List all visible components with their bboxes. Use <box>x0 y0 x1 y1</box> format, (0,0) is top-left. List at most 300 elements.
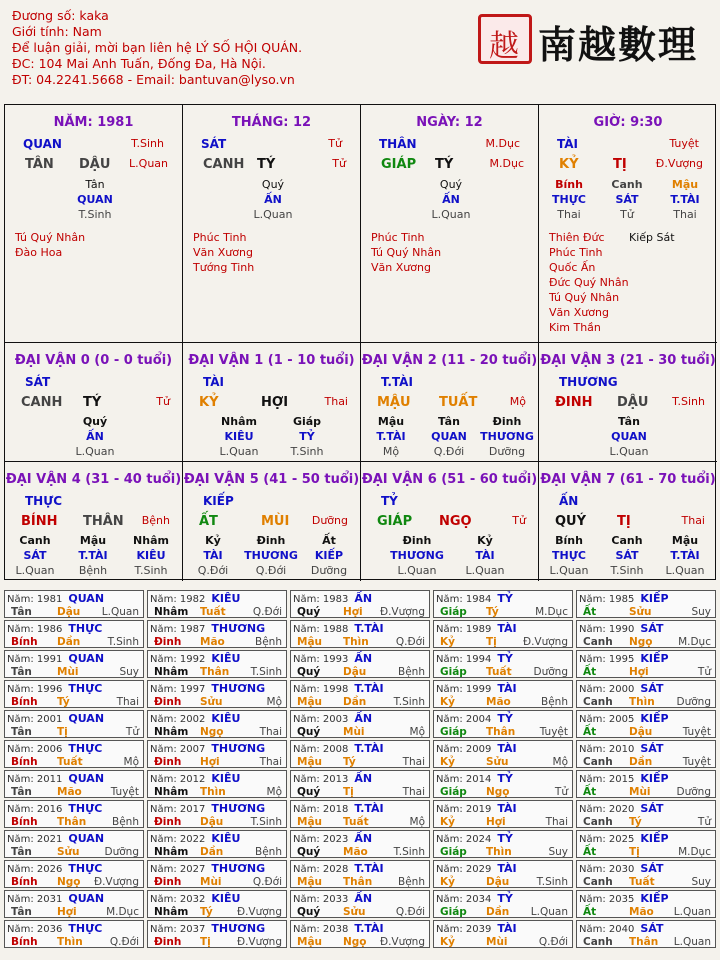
year-line <box>293 802 384 815</box>
year-cell <box>147 710 287 738</box>
pillar-title: NGÀY: 12 <box>416 115 483 130</box>
year-branch: Ngọ <box>486 786 510 798</box>
year-row <box>4 890 716 920</box>
year-god: KIÊU <box>211 832 241 845</box>
hidden-status: Dưỡng <box>488 445 526 458</box>
year-god: THỰC <box>68 682 103 695</box>
year-god: TỶ <box>497 712 513 725</box>
pillar-god-right: Tử <box>328 137 342 150</box>
gioi-tinh: Giới tính: Nam <box>12 24 102 39</box>
year-branch: Ngọ <box>200 726 224 738</box>
year-god: TÀI <box>497 922 517 935</box>
year-line <box>293 742 384 755</box>
year-cell <box>4 800 144 828</box>
hidden-status: L.Quan <box>75 445 115 458</box>
year-label: Năm: 2010 <box>579 744 635 755</box>
year-cell <box>4 830 144 858</box>
year-cell <box>576 860 716 888</box>
year-god: TÀI <box>497 622 517 635</box>
year-label: Năm: 2036 <box>7 924 63 935</box>
year-god: TÀI <box>497 682 517 695</box>
year-line <box>579 712 669 725</box>
hidden-stem: Nhâm <box>133 534 169 547</box>
year-label: Năm: 2028 <box>293 864 349 875</box>
year-stem: Canh <box>583 756 613 768</box>
year-stem: Bính <box>11 816 38 828</box>
hidden-god: QUAN <box>77 193 113 206</box>
year-label: Năm: 2007 <box>150 744 206 755</box>
hidden-stem: Đinh <box>402 534 432 547</box>
year-line <box>150 832 240 845</box>
year-line <box>436 832 513 845</box>
hidden-stem: Ất <box>322 534 336 547</box>
hidden-status: Q.Đới <box>433 445 465 458</box>
dai-van-status: Bệnh <box>141 514 170 527</box>
year-branch: Mão <box>486 696 511 708</box>
year-line <box>150 892 240 905</box>
year-cell <box>4 920 144 948</box>
year-stem: Giáp <box>440 726 467 738</box>
year-status: Thai <box>402 786 425 798</box>
year-line <box>7 622 102 635</box>
year-cell <box>4 620 144 648</box>
hidden-god: TỶ <box>299 430 315 443</box>
year-line <box>7 592 104 605</box>
year-god: THỰC <box>68 862 103 875</box>
year-status: Bệnh <box>255 636 282 648</box>
year-cell <box>147 830 287 858</box>
year-branch: Thìn <box>629 696 655 708</box>
year-cell <box>147 590 287 618</box>
year-status: Suy <box>119 666 139 678</box>
year-god: KIẾP <box>640 832 669 845</box>
year-line <box>150 592 240 605</box>
year-label: Năm: 2004 <box>436 714 492 725</box>
pillar-god-left: THÂN <box>379 137 417 151</box>
year-stem: Giáp <box>440 786 467 798</box>
dai-van-branch: NGỌ <box>439 514 472 529</box>
hidden-status: L.Quan <box>397 564 437 577</box>
star-item: Phúc Tinh <box>193 231 247 244</box>
year-branch: Dần <box>57 636 81 648</box>
year-label: Năm: 2013 <box>293 774 349 785</box>
year-label: Năm: 1990 <box>579 624 635 635</box>
year-label: Năm: 1992 <box>150 654 206 665</box>
year-branch: Tý <box>200 906 213 918</box>
year-god: ẤN <box>354 832 373 845</box>
year-status: Bệnh <box>255 846 282 858</box>
year-stem: Giáp <box>440 846 467 858</box>
year-stem: Nhâm <box>154 606 189 618</box>
year-line <box>7 862 102 875</box>
star-item: Phúc Tinh <box>371 231 425 244</box>
year-line <box>436 862 517 875</box>
year-label: Năm: 1988 <box>293 624 349 635</box>
dai-van-title: ĐẠI VẬN 7 (61 - 70 tuổi) <box>540 472 716 487</box>
year-cell <box>147 650 287 678</box>
year-cell <box>433 650 573 678</box>
year-god: ẤN <box>354 892 373 905</box>
year-stem: Giáp <box>440 906 467 918</box>
year-god: TỶ <box>497 772 513 785</box>
dai-van-status: Tử <box>512 514 526 527</box>
year-line <box>293 592 372 605</box>
year-branch: Hợi <box>486 816 506 828</box>
dai-van-cell <box>539 462 717 581</box>
year-branch: Tuất <box>200 606 226 618</box>
year-god: THỰC <box>68 742 103 755</box>
year-cell <box>290 920 430 948</box>
year-status: Đ.Vượng <box>236 936 282 948</box>
year-label: Năm: 2008 <box>293 744 349 755</box>
year-cell <box>147 620 287 648</box>
year-status: Đ.Vượng <box>379 936 425 948</box>
hidden-god: ẤN <box>86 430 104 443</box>
year-cell <box>4 860 144 888</box>
pillar-god-right: Tuyệt <box>669 137 699 150</box>
year-line <box>7 682 102 695</box>
star-item: Đức Quý Nhân <box>549 276 629 289</box>
year-god: KIÊU <box>211 592 241 605</box>
hidden-god: T.TÀI <box>78 549 108 562</box>
dai-van-branch: TÝ <box>83 395 102 410</box>
dai-van-branch: DẬU <box>617 395 649 410</box>
year-cell <box>433 800 573 828</box>
year-god: KIẾP <box>640 772 669 785</box>
year-line <box>293 892 372 905</box>
pillar-god-left: TÀI <box>557 137 579 151</box>
hidden-god: TÀI <box>475 549 495 562</box>
year-branch: Thìn <box>343 636 369 648</box>
hidden-stem: Canh <box>611 534 643 547</box>
year-label: Năm: 2039 <box>436 924 492 935</box>
year-label: Năm: 2020 <box>579 804 635 815</box>
hidden-status: T.Sinh <box>290 445 324 458</box>
pillar-title: THÁNG: 12 <box>231 115 312 130</box>
hidden-stem: Giáp <box>292 415 322 428</box>
year-stem: Quý <box>297 606 321 618</box>
year-god: KIẾP <box>640 592 669 605</box>
year-status: Mộ <box>552 756 568 768</box>
year-row <box>4 830 716 860</box>
dai-van-cell <box>539 343 717 462</box>
year-stem: Quý <box>297 666 321 678</box>
dai-van-cell <box>5 462 183 581</box>
year-label: Năm: 1998 <box>293 684 349 695</box>
year-god: ẤN <box>354 652 373 665</box>
year-branch: Mão <box>200 636 225 648</box>
year-line <box>436 802 517 815</box>
year-god: KIÊU <box>211 712 241 725</box>
year-label: Năm: 1987 <box>150 624 206 635</box>
hidden-stem: Nhâm <box>221 415 257 428</box>
year-status: Tuyệt <box>539 726 568 738</box>
year-label: Năm: 2032 <box>150 894 206 905</box>
year-branch: Hợi <box>57 906 77 918</box>
hidden-status: L.Quan <box>465 564 505 577</box>
year-row <box>4 650 716 680</box>
year-cell <box>433 920 573 948</box>
year-god: TÀI <box>497 862 517 875</box>
hidden-status: L.Quan <box>431 208 471 221</box>
hidden-stem: Quý <box>439 178 463 191</box>
year-branch: Tý <box>57 696 70 708</box>
year-line <box>579 682 663 695</box>
year-god: TỶ <box>497 832 513 845</box>
year-label: Năm: 1989 <box>436 624 492 635</box>
year-line <box>7 652 104 665</box>
year-branch: Dậu <box>200 816 224 828</box>
year-line <box>293 652 372 665</box>
year-branch: Mùi <box>57 666 79 678</box>
year-cell <box>576 740 716 768</box>
year-cell <box>4 710 144 738</box>
year-cell <box>433 890 573 918</box>
year-status: L.Quan <box>101 606 139 618</box>
year-god: THƯƠNG <box>211 802 266 815</box>
year-line <box>293 832 372 845</box>
dai-van-status: Mộ <box>509 395 526 408</box>
year-line <box>436 742 517 755</box>
year-status: Tử <box>554 786 568 798</box>
year-label: Năm: 2034 <box>436 894 492 905</box>
dai-van-god: THƯƠNG <box>559 375 618 389</box>
dai-van-stem: MẬU <box>377 395 411 410</box>
pillar-stem: GIÁP <box>381 157 417 172</box>
year-stem: Nhâm <box>154 906 189 918</box>
year-cell <box>433 830 573 858</box>
pillar-god-left: QUAN <box>23 137 62 151</box>
year-status: M.Dục <box>678 846 711 858</box>
year-branch: Hợi <box>200 756 220 768</box>
year-status: Đ.Vượng <box>236 906 282 918</box>
year-stem: Kỷ <box>440 756 455 768</box>
year-god: QUAN <box>68 832 105 845</box>
hidden-god: T.TÀI <box>670 193 700 206</box>
year-list <box>4 590 716 952</box>
year-stem: Bính <box>11 876 38 888</box>
year-label: Năm: 2027 <box>150 864 206 875</box>
year-stem: Canh <box>583 816 613 828</box>
year-stem: Đinh <box>154 936 182 948</box>
year-label: Năm: 1994 <box>436 654 492 665</box>
year-stem: Nhâm <box>154 726 189 738</box>
year-stem: Đinh <box>154 876 182 888</box>
year-status: M.Dục <box>678 636 711 648</box>
year-branch: Mùi <box>343 726 365 738</box>
year-branch: Ngọ <box>629 636 653 648</box>
year-branch: Thìn <box>200 786 226 798</box>
year-line <box>579 922 663 935</box>
year-cell <box>290 830 430 858</box>
year-branch: Tý <box>486 606 499 618</box>
year-stem: Quý <box>297 786 321 798</box>
year-branch: Dần <box>200 846 224 858</box>
contact-text: ĐT: 04.2241.5668 - Email: bantuvan@lyso.vn <box>12 72 295 87</box>
year-line <box>7 892 104 905</box>
year-line <box>150 682 265 695</box>
year-stem: Đinh <box>154 696 182 708</box>
year-stem: Ất <box>583 846 597 858</box>
year-label: Năm: 2015 <box>579 774 635 785</box>
year-branch: Dần <box>486 906 510 918</box>
year-cell <box>147 680 287 708</box>
year-cell <box>4 650 144 678</box>
year-line <box>436 772 513 785</box>
dai-van-status: T.Sinh <box>672 395 705 408</box>
year-status: Bệnh <box>541 696 568 708</box>
year-label: Năm: 2012 <box>150 774 206 785</box>
year-status: Đ.Vượng <box>379 606 425 618</box>
year-status: Q.Đới <box>252 876 282 888</box>
year-line <box>150 922 265 935</box>
pillar-stem: CANH <box>203 157 245 172</box>
year-label: Năm: 2037 <box>150 924 206 935</box>
year-status: Suy <box>548 846 568 858</box>
year-status: Tử <box>697 816 711 828</box>
year-line <box>579 892 669 905</box>
year-god: QUAN <box>68 652 105 665</box>
year-status: Q.Đới <box>252 606 282 618</box>
year-status: Đ.Vượng <box>93 876 139 888</box>
year-line <box>293 712 372 725</box>
year-status: Thai <box>116 696 139 708</box>
dai-van-title: ĐẠI VẬN 5 (41 - 50 tuổi) <box>183 472 360 487</box>
dai-van-god: TỶ <box>381 494 398 508</box>
year-branch: Tý <box>629 816 642 828</box>
year-label: Năm: 1993 <box>293 654 349 665</box>
year-god: TỶ <box>497 892 513 905</box>
year-cell <box>433 620 573 648</box>
year-god: THƯƠNG <box>211 862 266 875</box>
hidden-god: ẤN <box>264 193 282 206</box>
year-god: T.TÀI <box>354 682 384 695</box>
year-label: Năm: 2011 <box>7 774 63 785</box>
year-cell <box>4 740 144 768</box>
year-label: Năm: 2017 <box>150 804 206 815</box>
year-stem: Giáp <box>440 606 467 618</box>
hidden-status: Q.Đới <box>255 564 287 577</box>
hidden-god: THỰC <box>552 193 586 206</box>
hidden-god: ẤN <box>442 193 460 206</box>
year-cell <box>290 740 430 768</box>
year-branch: Dậu <box>57 606 81 618</box>
year-stem: Kỷ <box>440 816 455 828</box>
hidden-god: TÀI <box>203 549 223 562</box>
year-status: M.Dục <box>535 606 568 618</box>
hidden-stem: Tân <box>85 178 105 191</box>
year-cell <box>290 650 430 678</box>
year-stem: Tân <box>11 906 32 918</box>
dai-van-stem: BÍNH <box>21 514 58 529</box>
dai-van-cell <box>183 462 361 581</box>
pillar-branch: TÝ <box>435 157 454 172</box>
pillar-cell <box>183 105 361 343</box>
year-label: Năm: 2038 <box>293 924 349 935</box>
year-stem: Mậu <box>297 696 323 708</box>
pillar-stem: KỶ <box>559 157 579 172</box>
year-branch: Thìn <box>486 846 512 858</box>
year-god: KIẾP <box>640 712 669 725</box>
year-label: Năm: 2006 <box>7 744 63 755</box>
year-status: Mộ <box>266 786 282 798</box>
year-god: T.TÀI <box>354 922 384 935</box>
year-god: QUAN <box>68 772 105 785</box>
year-god: THỰC <box>68 802 103 815</box>
year-god: THỰC <box>68 622 103 635</box>
year-line <box>150 652 240 665</box>
year-label: Năm: 1999 <box>436 684 492 695</box>
year-branch: Mùi <box>629 786 651 798</box>
hidden-stem: Canh <box>19 534 51 547</box>
dai-van-branch: THÂN <box>83 514 124 529</box>
year-status: Thai <box>402 756 425 768</box>
year-stem: Bính <box>11 936 38 948</box>
year-stem: Mậu <box>297 876 323 888</box>
hidden-god: T.TÀI <box>670 549 700 562</box>
year-stem: Ất <box>583 906 597 918</box>
hidden-status: Tử <box>620 208 634 221</box>
hidden-god: SÁT <box>23 549 47 562</box>
year-cell <box>576 710 716 738</box>
year-god: SÁT <box>640 802 664 815</box>
dai-van-status: Tử <box>156 395 170 408</box>
invite-text: Để luận giải, mời bạn liên hệ LÝ SỐ HỘI QUÁN. <box>12 40 303 55</box>
year-status: Thai <box>259 756 282 768</box>
year-line <box>150 802 265 815</box>
year-status: Q.Đới <box>109 936 139 948</box>
year-cell <box>576 890 716 918</box>
year-cell <box>4 770 144 798</box>
year-label: Năm: 1982 <box>150 594 206 605</box>
dai-van-god: T.TÀI <box>381 375 413 389</box>
year-stem: Quý <box>297 906 321 918</box>
year-label: Năm: 1986 <box>7 624 63 635</box>
ma-so: Đương số: kaka <box>12 8 109 23</box>
year-status: Dưỡng <box>676 696 711 708</box>
year-branch: Tuất <box>486 666 512 678</box>
year-stem: Tân <box>11 606 32 618</box>
year-line <box>293 682 384 695</box>
year-status: T.Sinh <box>393 696 425 708</box>
year-stem: Đinh <box>154 756 182 768</box>
year-god: T.TÀI <box>354 862 384 875</box>
year-cell <box>433 680 573 708</box>
dai-van-stem: CANH <box>21 395 63 410</box>
year-status: Q.Đới <box>395 906 425 918</box>
year-branch: Tuất <box>343 816 369 828</box>
pillar-title: NĂM: 1981 <box>53 115 134 130</box>
year-label: Năm: 1996 <box>7 684 63 695</box>
year-branch: Hợi <box>629 666 649 678</box>
dai-van-cell <box>5 343 183 462</box>
year-stem: Kỷ <box>440 696 455 708</box>
year-cell <box>4 590 144 618</box>
year-god: THƯƠNG <box>211 742 266 755</box>
year-cell <box>576 620 716 648</box>
chart-grid <box>4 104 716 580</box>
year-stem: Bính <box>11 696 38 708</box>
year-branch: Dậu <box>343 666 367 678</box>
dai-van-stem: KỶ <box>199 395 219 410</box>
year-line <box>579 742 663 755</box>
hidden-god: QUAN <box>611 430 647 443</box>
year-status: Suy <box>691 876 711 888</box>
year-status: Đ.Vượng <box>522 636 568 648</box>
year-row <box>4 860 716 890</box>
year-line <box>150 742 265 755</box>
year-stem: Bính <box>11 756 38 768</box>
